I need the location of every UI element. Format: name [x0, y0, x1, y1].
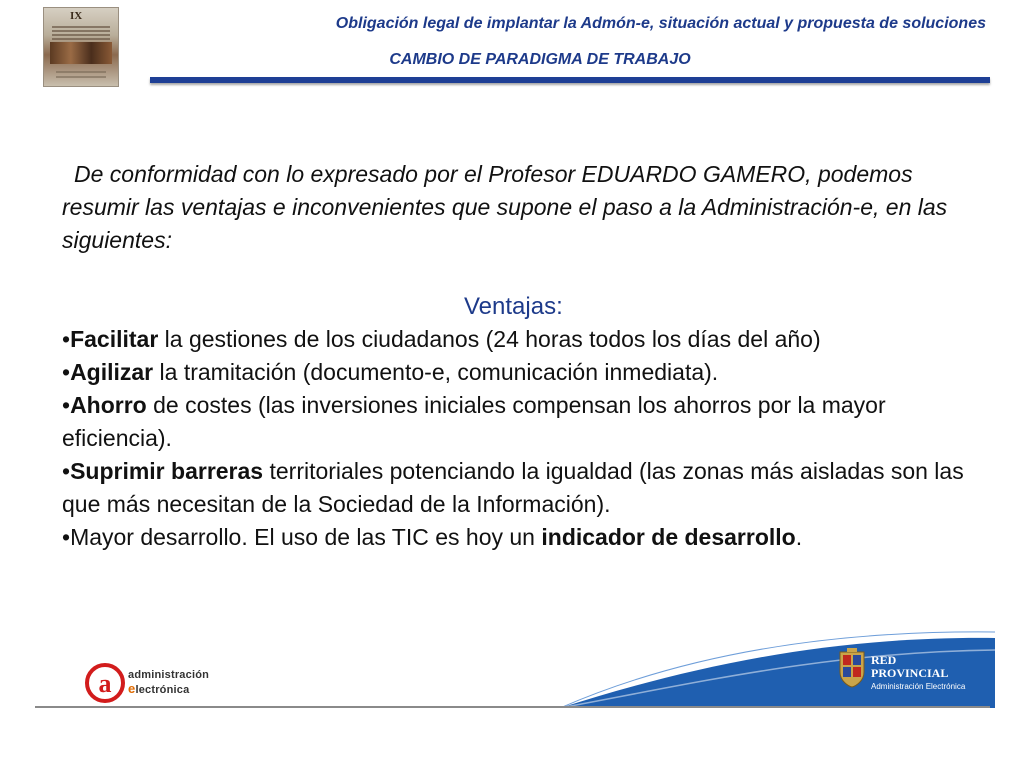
footer-divider [35, 706, 990, 708]
header-divider [150, 77, 990, 83]
ventajas-heading: Ventajas: [464, 293, 563, 320]
ventaja-item: •Agilizar la tramitación (documento-e, comunicación inmediata). [62, 359, 719, 385]
book-cover-thumbnail [43, 7, 119, 87]
administracion-electronica-logo-text: administración electrónica [128, 669, 210, 696]
ventaja-item: •Ahorro de costes (las inversiones iniciales compensan los ahorros por la mayor eficiencia). [62, 392, 886, 451]
thumbnail-numeral: IX [70, 10, 83, 22]
slide-body [62, 158, 992, 554]
coat-of-arms-icon [838, 648, 866, 688]
ventaja-item: •Mayor desarrollo. El uso de las TIC es hoy un indicador de desarrollo. [62, 524, 803, 550]
ventaja-item: •Facilitar la gestiones de los ciudadanos (24 horas todos los días del año) [62, 326, 821, 352]
ventaja-item: •Suprimir barreras territoriales potenciando la igualdad (las zonas más aisladas son las que más necesitan de la Sociedad de la Información). [62, 458, 964, 517]
red-provincial-logo-text: RED PROVINCIAL Administración Electrónica [871, 653, 966, 691]
ventajas-list [62, 323, 992, 554]
intro-paragraph: De conformidad con lo expresado por el Profesor EDUARDO GAMERO, podemos resumir las ventajas e inconvenientes que supone el paso a la Administración-e, en las siguientes: [62, 161, 948, 253]
svg-text:a: a [98, 669, 112, 698]
header-subtitle: CAMBIO DE PARADIGMA DE TRABAJO [389, 51, 691, 68]
header-title: Obligación legal de implantar la Admón-e, situación actual y propuesta de soluciones [335, 15, 986, 32]
at-sign-logo-icon [84, 662, 126, 704]
